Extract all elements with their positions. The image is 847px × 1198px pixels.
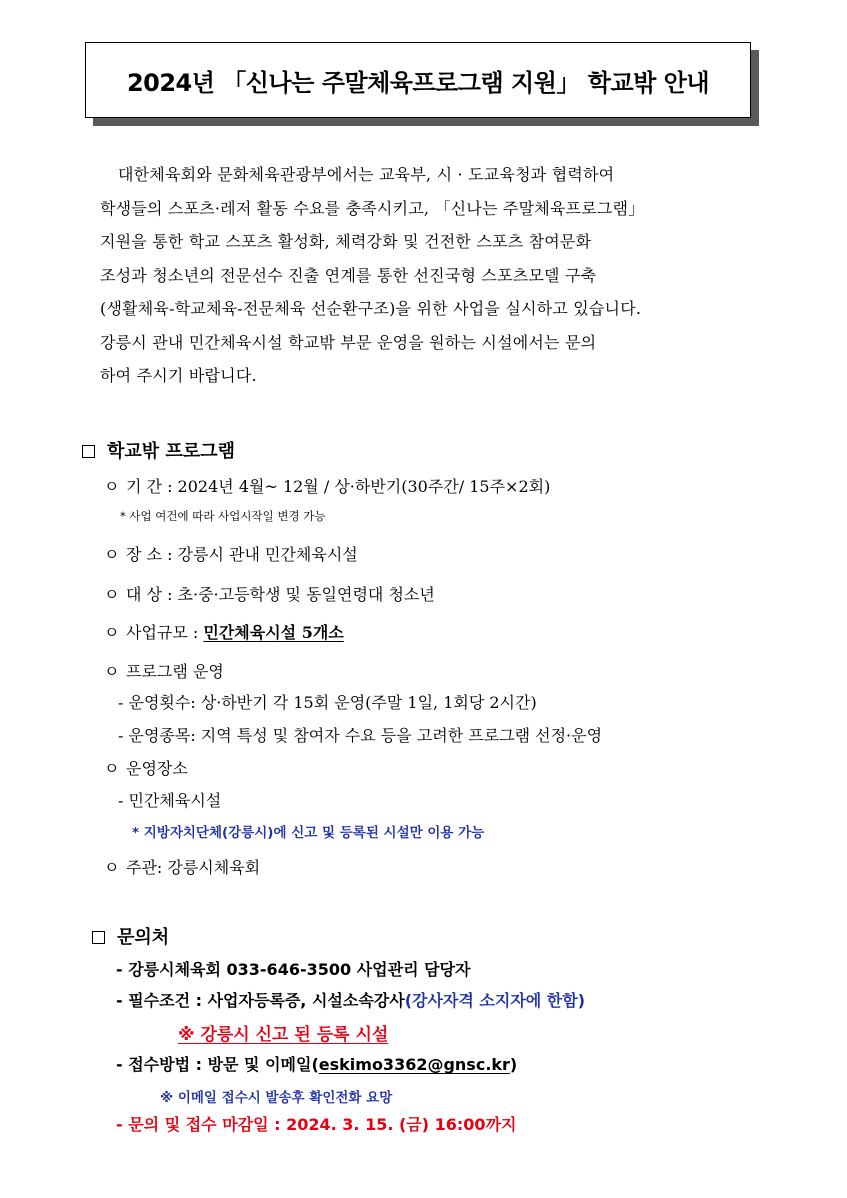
venue-item: - 민간체육시설 (118, 791, 222, 810)
operation-count: - 운영횟수: 상·하반기 각 15회 운영(주말 1일, 1회당 2시간) (118, 693, 537, 712)
intro-line: 지원을 통한 학교 스포츠 활성화, 체력강화 및 건전한 스포츠 참여문화 (100, 232, 592, 251)
intro-paragraph (100, 158, 772, 393)
method-close-paren: ) (509, 1055, 518, 1074)
deadline: - 문의 및 접수 마감일 : 2024. 3. 15. (금) 16:00까지 (116, 1115, 517, 1134)
program-host (104, 855, 260, 878)
contact-heading-text: 문의처 (117, 927, 170, 948)
operation-text: 프로그램 운영 (126, 662, 224, 681)
target-text: 대 상 : 초·중·고등학생 및 동일연령대 청소년 (126, 585, 435, 604)
scale-value: 민간체육시설 5개소 (203, 623, 344, 642)
program-scale (104, 620, 344, 643)
program-heading (82, 437, 235, 463)
registered-facility-note: ※ 강릉시 신고 된 등록 시설 (178, 1025, 389, 1045)
bullet-icon: ㅇ (104, 477, 120, 496)
program-period (104, 474, 550, 497)
checkbox-square-icon (92, 931, 105, 944)
intro-line: 하여 주시기 바랍니다. (100, 366, 257, 385)
program-target (104, 582, 435, 605)
host-text: 주관: 강릉시체육회 (126, 858, 261, 877)
venue-note: * 지방자치단체(강릉시)에 신고 및 등록된 시설만 이용 가능 (132, 825, 485, 841)
contact-requirement (116, 988, 585, 1011)
email-confirm-note: ※ 이메일 접수시 발송후 확인전화 요망 (160, 1090, 393, 1106)
bullet-icon: ㅇ (104, 585, 120, 604)
program-venue (104, 756, 188, 779)
intro-line: (생활체육-학교체육-전문체육 선순환구조)을 위한 사업을 실시하고 있습니다. (100, 299, 642, 318)
intro-line: 강릉시 관내 민간체육시설 학교밖 부문 운영을 원하는 시설에서는 문의 (100, 332, 597, 352)
venue-text: 운영장소 (126, 759, 188, 778)
period-note: * 사업 여건에 따라 사업시작일 변경 가능 (120, 509, 326, 523)
contact-method (116, 1052, 517, 1075)
title-box (85, 42, 751, 118)
email-link[interactable]: eskimo3362@gnsc.kr (318, 1055, 510, 1074)
program-operation (104, 659, 224, 682)
intro-line: 조성과 청소년의 전문선수 진출 연계를 통한 선진국형 스포츠모델 구축 (100, 265, 597, 285)
page-title: 2024년 「신나는 주말체육프로그램 지원」 학교밖 안내 (126, 68, 710, 97)
period-text: 기 간 : 2024년 4월~ 12월 / 상·하반기(30주간/ 15주×2회) (126, 477, 551, 496)
program-heading-text: 학교밖 프로그램 (107, 441, 235, 462)
intro-line: 학생들의 스포츠·레저 활동 수요를 충족시키고, 「신나는 주말체육프로그램」 (100, 198, 645, 218)
checkbox-square-icon (82, 445, 95, 458)
program-place (104, 542, 358, 565)
scale-label: 사업규모 : (126, 623, 204, 642)
method-text: - 접수방법 : 방문 및 이메일( (116, 1055, 319, 1074)
requirement-qualifier: (강사자격 소지자에 한함) (404, 991, 586, 1010)
bullet-icon: ㅇ (104, 759, 120, 778)
requirement-text: - 필수조건 : 사업자등록증, 시설소속강사 (116, 991, 405, 1010)
bullet-icon: ㅇ (104, 858, 120, 877)
bullet-icon: ㅇ (104, 662, 120, 681)
place-text: 장 소 : 강릉시 관내 민간체육시설 (126, 545, 358, 564)
operation-events: - 운영종목: 지역 특성 및 참여자 수요 등을 고려한 프로그램 선정·운영 (118, 726, 603, 745)
bullet-icon: ㅇ (104, 545, 120, 564)
intro-line: 대한체육회와 문화체육관광부에서는 교육부, 시 · 도교육청과 협력하여 (118, 165, 615, 184)
contact-phone: - 강릉시체육회 033-646-3500 사업관리 담당자 (116, 960, 471, 979)
contact-heading (92, 923, 169, 949)
bullet-icon: ㅇ (104, 623, 120, 642)
